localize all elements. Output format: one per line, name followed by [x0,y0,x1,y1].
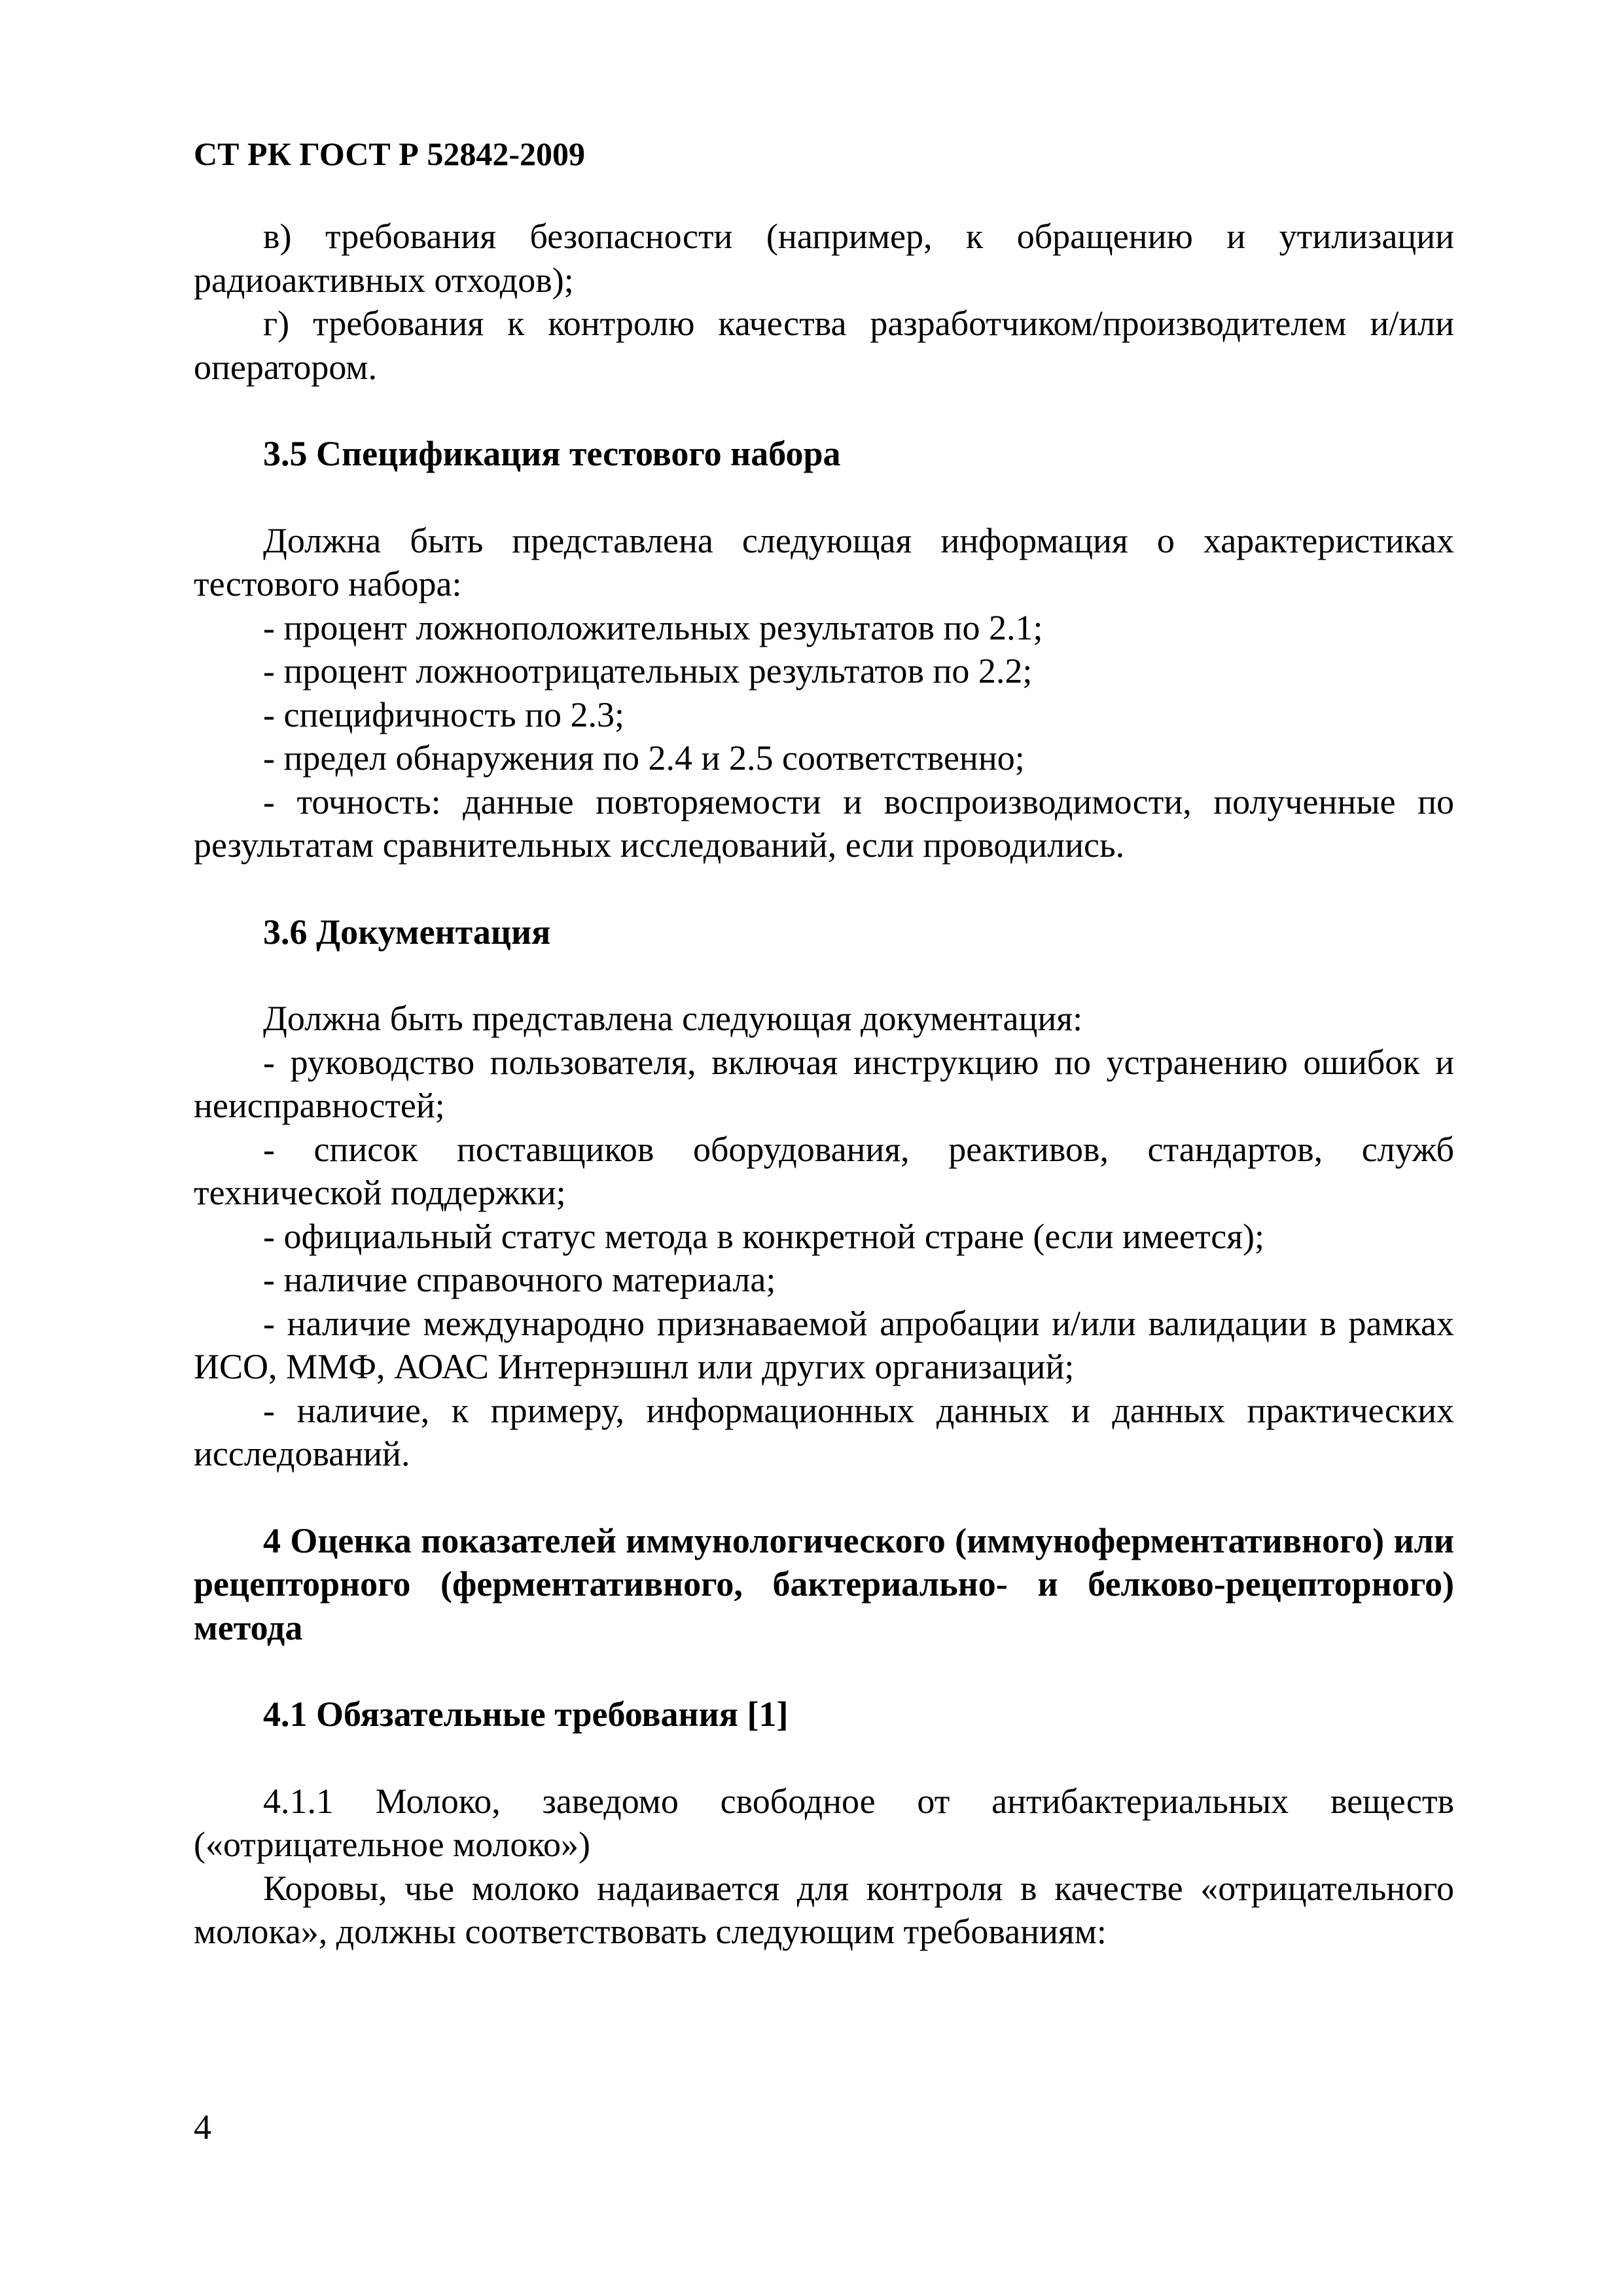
list-item: - официальный статус метода в конкретной стране (если имеется); [263,1216,1265,1256]
document-code-header: СТ РК ГОСТ Р 52842-2009 [194,135,585,172]
list-item-g: г) требования к контролю качества разработчиком/производителем и/или оператором. [194,304,1454,387]
list-item: - процент ложноотрицательных результатов по 2.2; [263,651,1033,691]
list-item: - руководство пользователя, включая инструкцию по устранению ошибок и неисправностей; [194,1042,1454,1125]
list-item: - точность: данные повторяемости и воспроизводимости, полученные по результатам сравнительных исследований, если проводились. [194,781,1454,865]
section-3-5-intro: Должна быть представлена следующая информация о характеристиках тестового набора: [194,520,1454,603]
body-text [194,215,1454,1954]
page-number: 4 [194,2108,211,2147]
list-item-v: в) требования безопасности (например, к обращению и утилизации радиоактивных отходов); [194,217,1454,300]
section-3-5-title: 3.5 Спецификация тестового набора [263,434,841,473]
list-item: - наличие справочного материала; [263,1260,776,1299]
section-4-1-paragraph: Коровы, чье молоко надаивается для контроля в качестве «отрицательного молока», должны соответствовать следующим требованиям: [194,1868,1454,1951]
list-item: - список поставщиков оборудования, реактивов, стандартов, служб технической поддержки; [194,1129,1454,1212]
section-4-1-1-paragraph: 4.1.1 Молоко, заведомо свободное от антибактериальных веществ («отрицательное молоко») [194,1781,1454,1864]
list-item: - специфичность по 2.3; [263,694,624,734]
section-3-6-title: 3.6 Документация [263,912,551,952]
section-4-title: 4 Оценка показателей иммунологического (иммуноферментативного) или рецепторного (ферментативного, бактериально- и белково-рецепторного) метода [194,1520,1454,1647]
list-item: - процент ложноположительных результатов по 2.1; [263,607,1043,647]
list-item: - наличие, к примеру, информационных данных и данных практических исследований. [194,1390,1454,1473]
list-item: - наличие международно признаваемой апробации и/или валидации в рамках ИСО, ММФ, АОАС Интернэшнл или других организаций; [194,1303,1454,1386]
section-3-6-intro: Должна быть представлена следующая документация: [263,999,1083,1038]
list-item: - предел обнаружения по 2.4 и 2.5 соответственно; [263,738,1025,778]
section-4-1-title: 4.1 Обязательные требования [1] [263,1695,789,1734]
